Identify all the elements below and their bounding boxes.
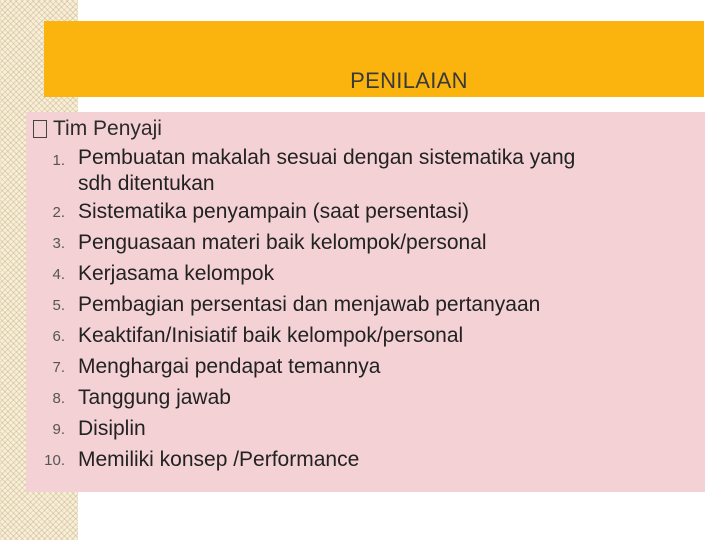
item-text (78, 145, 698, 197)
item-text: Sistematika penyampain (saat persentasi) (78, 200, 470, 223)
list-item (30, 321, 700, 352)
item-text: Pembagian persentasi dan menjawab pertanyaan (78, 293, 541, 316)
item-text: Tanggung jawab (78, 386, 231, 409)
item-text: Keaktifan/Inisiatif baik kelompok/personal (78, 324, 464, 347)
item-number: 6. (52, 328, 65, 345)
item-number: 9. (52, 421, 65, 438)
list-item (30, 259, 700, 290)
list-item (30, 383, 700, 414)
item-number: 7. (52, 359, 65, 376)
item-number: 8. (52, 390, 65, 407)
item-number: 5. (52, 297, 65, 314)
list-item (30, 414, 700, 445)
section-heading: Tim Penyaji (53, 117, 162, 140)
list-item (30, 352, 700, 383)
list-item (30, 445, 700, 476)
title-bar (44, 21, 704, 97)
item-number: 4. (52, 266, 65, 283)
item-text-line: Pembuatan makalah sesuai dengan sistematika yang (78, 146, 576, 169)
list-item (30, 228, 700, 259)
item-text: Menghargai pendapat temannya (78, 355, 381, 378)
item-number: 10. (44, 452, 65, 469)
list-item (30, 145, 700, 197)
item-number: 1. (52, 152, 65, 169)
item-text-line: sdh ditentukan (78, 172, 215, 195)
list-item (30, 290, 700, 321)
item-text: Kerjasama kelompok (78, 262, 275, 285)
item-text: Disiplin (78, 417, 146, 440)
item-text: Memiliki konsep /Performance (78, 448, 360, 471)
item-text: Penguasaan materi baik kelompok/personal (78, 231, 487, 254)
slide-title: PENILAIAN (350, 68, 468, 93)
criteria-list (30, 145, 700, 476)
item-number: 3. (52, 235, 65, 252)
item-number: 2. (52, 204, 65, 221)
list-item (30, 197, 700, 228)
heading-row (33, 114, 162, 144)
box-bullet-icon (33, 120, 47, 138)
